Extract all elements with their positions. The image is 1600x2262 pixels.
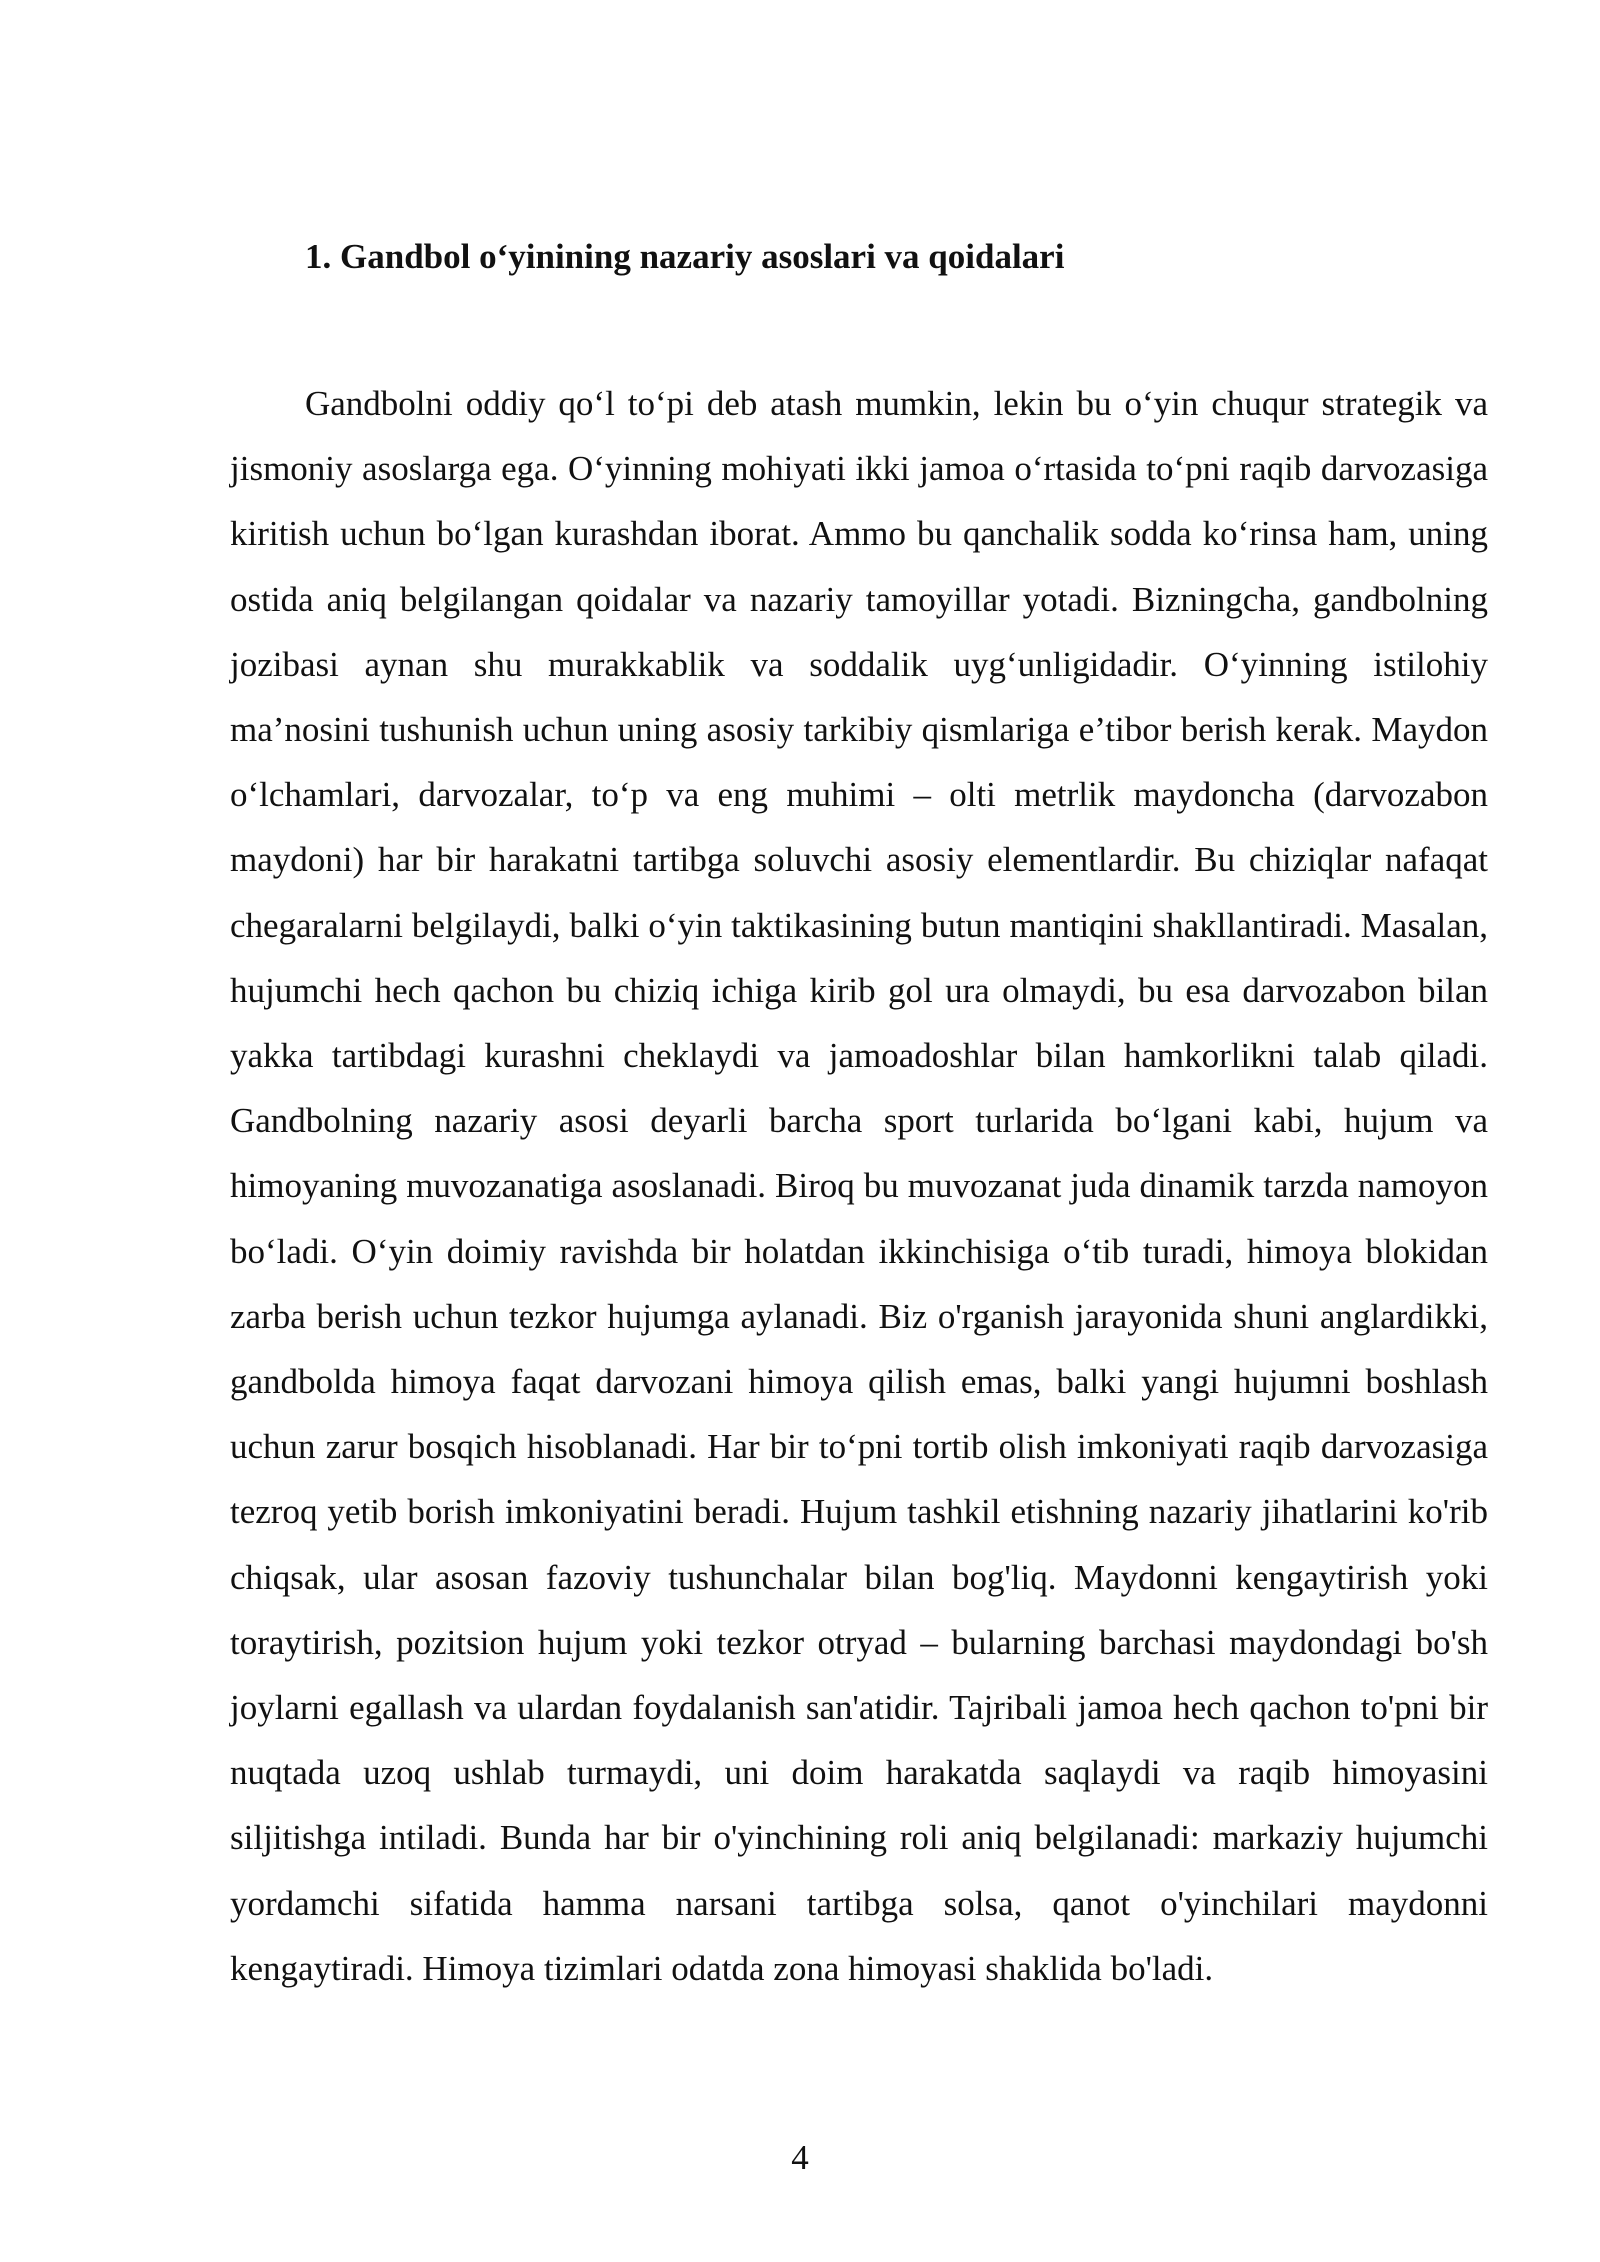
page-number: 4 [791, 2138, 809, 2177]
body-paragraph: Gandbolni oddiy qo‘l to‘pi deb atash mumkin, lekin bu o‘yin chuqur strategik va jismoniy asoslarga ega. O‘yinning mohiyati ikki jamoa o‘rtasida to‘pni raqib darvozasiga kiritish uchun bo‘lgan kurashdan iborat. Ammo bu qanchalik sodda ko‘rinsa ham, uning ostida aniq belgilangan qoidalar va nazariy tamoyillar yotadi. Bizningcha, gandbolning jozibasi aynan shu murakkablik va soddalik uyg‘unligidadir. O‘yinning istilohiy ma’nosini tushunish uchun uning asosiy tarkibiy qismlariga e’tibor berish kerak. Maydon o‘lchamlari, darvozalar, to‘p va eng muhimi – olti metrlik maydoncha (darvozabon maydoni) har bir harakatni tartibga soluvchi asosiy elementlardir. Bu chiziqlar nafaqat chegaralarni belgilaydi, balki o‘yin taktikasining butun mantiqini shakllantiradi. Masalan, hujumchi hech qachon bu chiziq ichiga kirib gol ura olmaydi, bu esa darvozabon bilan yakka tartibdagi kurashni cheklaydi va jamoadoshlar bilan hamkorlikni talab qiladi. Gandbolning nazariy asosi deyarli barcha sport turlarida bo‘lgani kabi, hujum va himoyaning muvozanatiga asoslanadi. Biroq bu muvozanat juda dinamik tarzda namoyon bo‘ladi. O‘yin doimiy ravishda bir holatdan ikkinchisiga o‘tib turadi, himoya blokidan zarba berish uchun tezkor hujumga aylanadi. Biz o'rganish jarayonida shuni anglardikki, gandbolda himoya faqat darvozani himoya qilish emas, balki yangi hujumni boshlash uchun zarur bosqich hisoblanadi. Har bir to‘pni tortib olish imkoniyati raqib darvozasiga tezroq yetib borish imkoniyatini beradi. Hujum tashkil etishning nazariy jihatlarini ko'rib chiqsak, ular asosan fazoviy tushunchalar bilan bog'liq. Maydonni kengaytirish yoki toraytirish, pozitsion hujum yoki tezkor otryad – bularning barchasi maydondagi bo'sh joylarni egallash va ulardan foydalanish san'atidir. Tajribali jamoa hech qachon to'pni bir nuqtada uzoq ushlab turmaydi, uni doim harakatda saqlaydi va raqib himoyasini siljitishga intiladi. Bunda har bir o'yinchining roli aniq belgilanadi: markaziy hujumchi yordamchi sifatida hamma narsani tartibga solsa, qanot o'yinchilari maydonni kengaytiradi. Himoya tizimlari odatda zona himoyasi shaklida bo'ladi. [230, 384, 1488, 1988]
section-heading: 1. Gandbol o‘yinining nazariy asoslari va qoidalari [305, 237, 1065, 276]
